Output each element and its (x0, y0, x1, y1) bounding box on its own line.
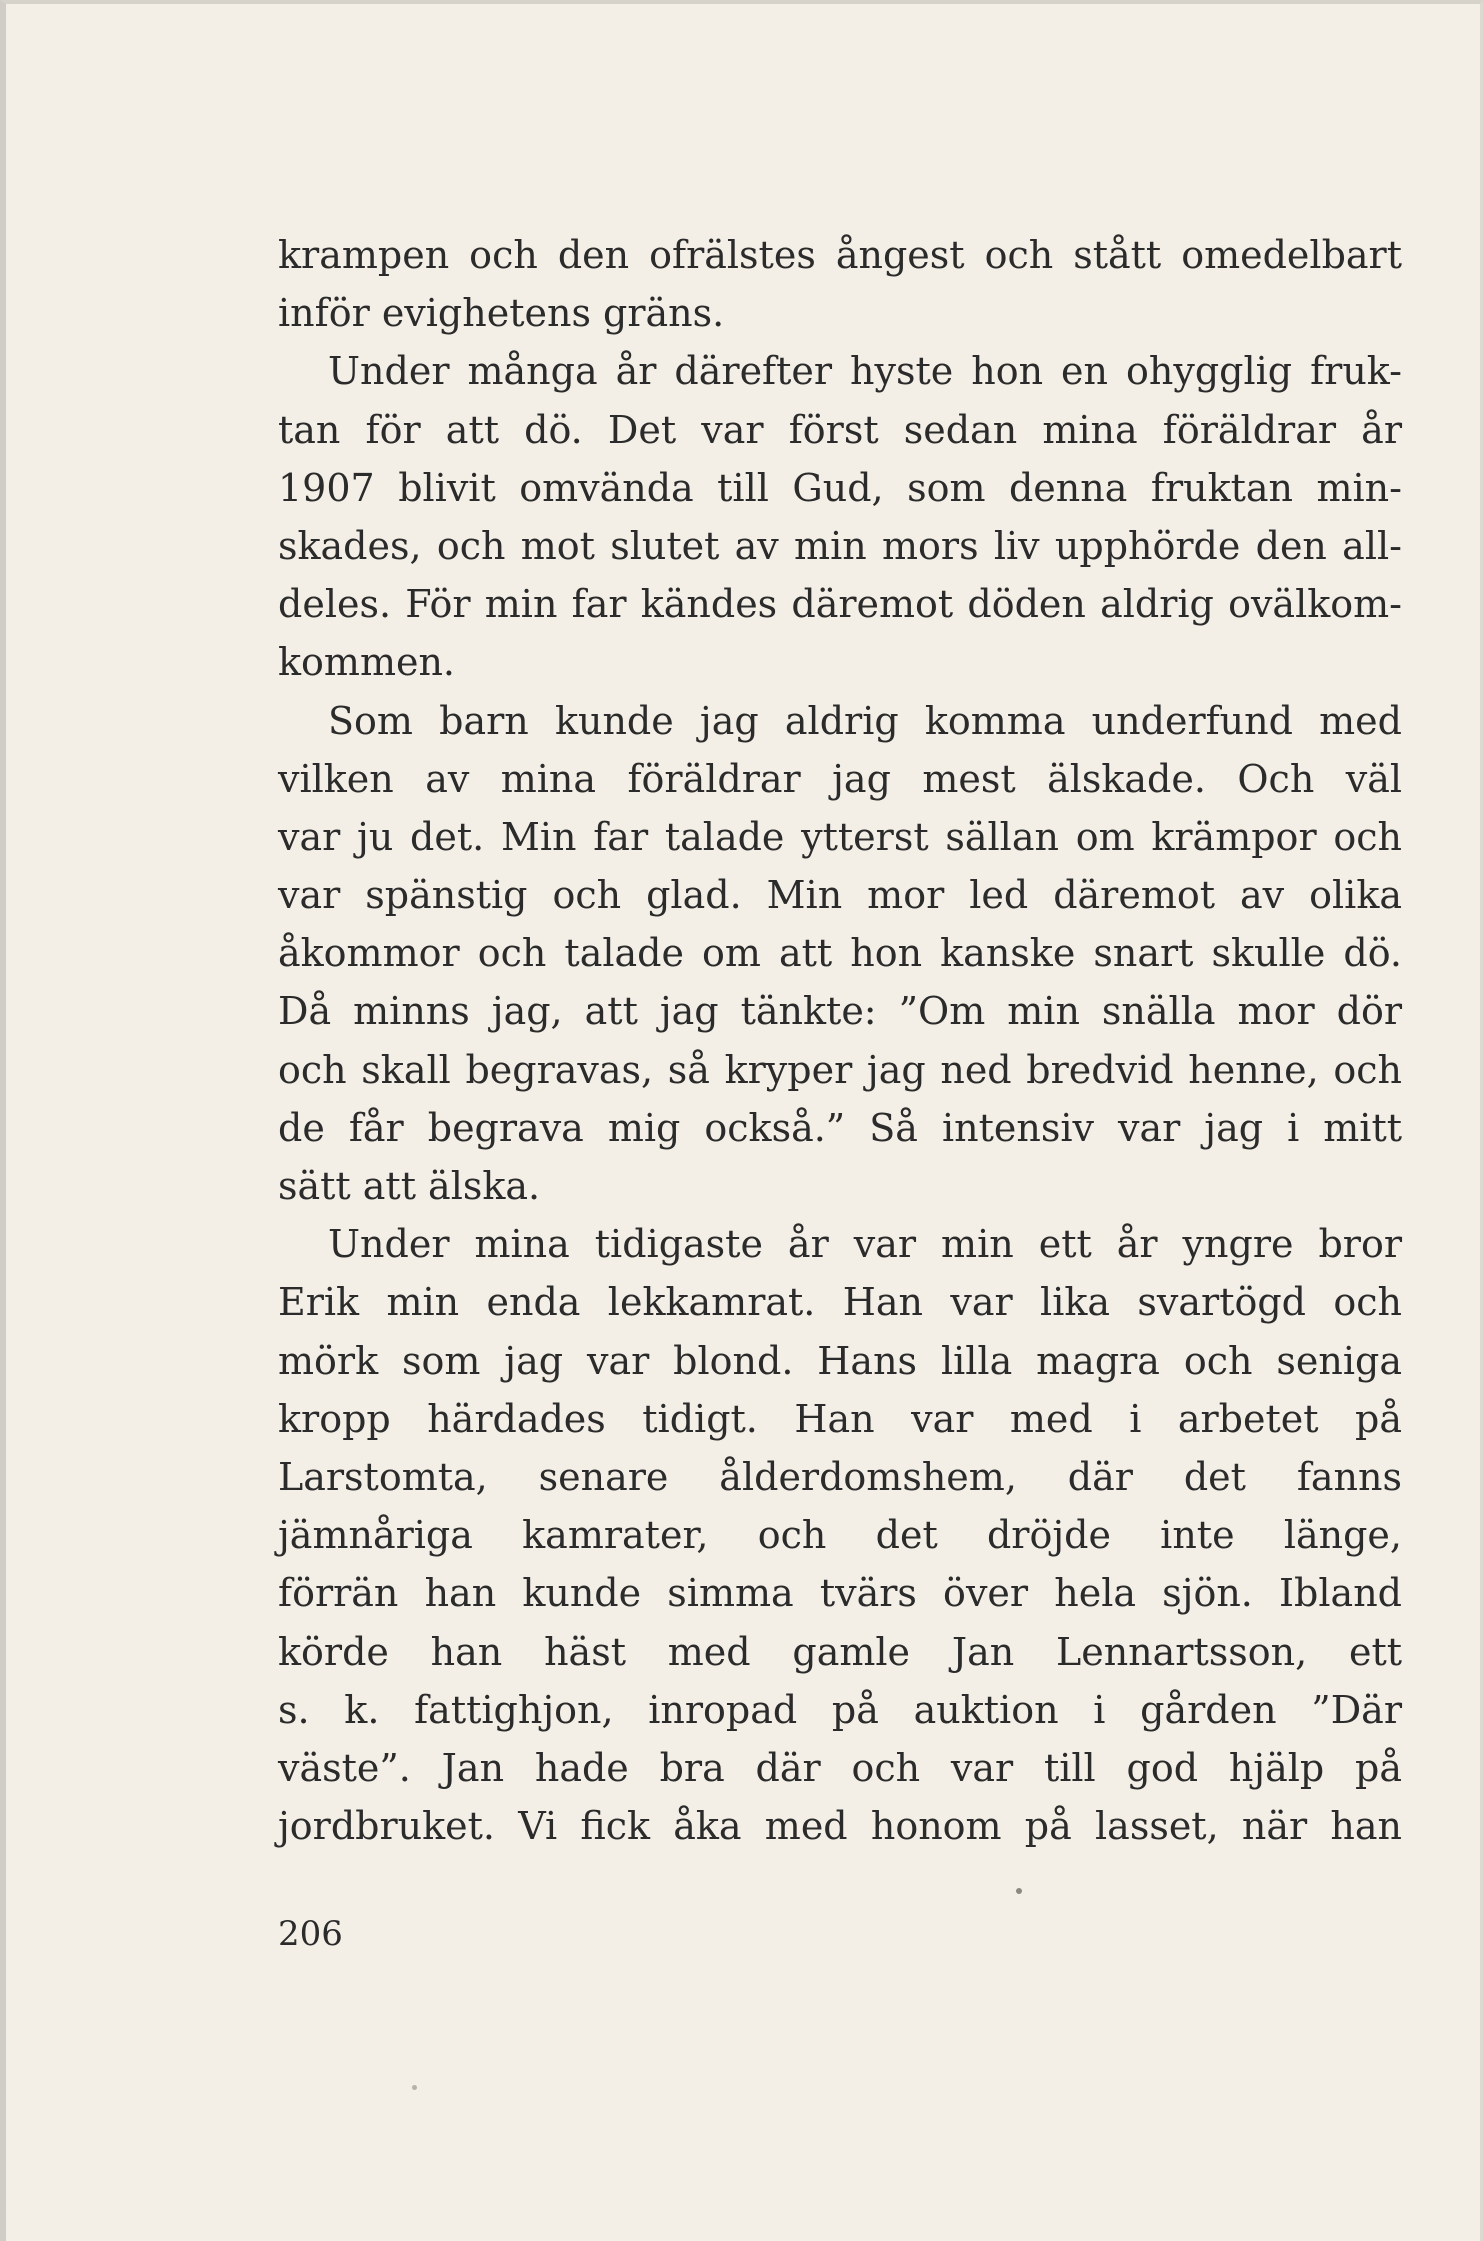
paper-speck (1016, 1888, 1022, 1894)
page-number: 206 (278, 1914, 343, 1954)
text-line: var spänstig och glad. Min mor led däremot av olika (278, 873, 1402, 918)
text-line: 1907 blivit omvända till Gud, som denna fruktan min- (278, 465, 1402, 510)
text-line: var ju det. Min far talade ytterst sällan om krämpor och (278, 814, 1402, 859)
text-line: mörk som jag var blond. Hans lilla magra och seniga (278, 1338, 1402, 1383)
text-line: tan för att dö. Det var först sedan mina föräldrar år (278, 407, 1402, 452)
text-line: inför evighetens gräns. (278, 291, 725, 336)
text-line: de får begrava mig också.” Så intensiv var jag i mitt (278, 1105, 1402, 1150)
text-line: Erik min enda lekkamrat. Han var lika svartögd och (278, 1280, 1402, 1325)
text-line: deles. För min far kändes däremot döden aldrig ovälkom- (278, 582, 1402, 627)
text-line: och skall begravas, så kryper jag ned bredvid henne, och (278, 1047, 1402, 1092)
text-line: s. k. fattighjon, inropad på auktion i gården ”Där (278, 1687, 1402, 1732)
text-line: jordbruket. Vi fick åka med honom på lasset, när han (278, 1804, 1402, 1849)
text-line: förrän han kunde simma tvärs över hela sjön. Ibland (278, 1571, 1402, 1616)
text-line: skades, och mot slutet av min mors liv upphörde den all- (278, 523, 1402, 568)
text-line: körde han häst med gamle Jan Lennartsson, ett (278, 1629, 1402, 1674)
text-line: Under mina tidigaste år var min ett år yngre bror (328, 1222, 1402, 1267)
text-line: Larstomta, senare ålderdomshem, där det fanns (278, 1454, 1402, 1499)
text-line: åkommor och talade om att hon kanske snart skulle dö. (278, 931, 1402, 976)
text-line: väste”. Jan hade bra där och var till god hjälp på (278, 1745, 1402, 1790)
text-line: Då minns jag, att jag tänkte: ”Om min snälla mor dör (278, 989, 1402, 1034)
text-line: jämnåriga kamrater, och det dröjde inte länge, (278, 1513, 1402, 1558)
text-line: kommen. (278, 640, 456, 685)
text-line: kropp härdades tidigt. Han var med i arbetet på (278, 1396, 1402, 1441)
text-line: Som barn kunde jag aldrig komma underfund med (328, 698, 1402, 743)
text-line: Under många år därefter hyste hon en ohygglig fruk- (328, 349, 1402, 394)
body-text (278, 226, 1402, 1855)
text-line: krampen och den ofrälstes ångest och stått omedelbart (278, 233, 1402, 277)
text-line: sätt att älska. (278, 1164, 541, 1208)
paper-speck (412, 2085, 417, 2090)
text-line: vilken av mina föräldrar jag mest älskade. Och väl (278, 756, 1402, 801)
